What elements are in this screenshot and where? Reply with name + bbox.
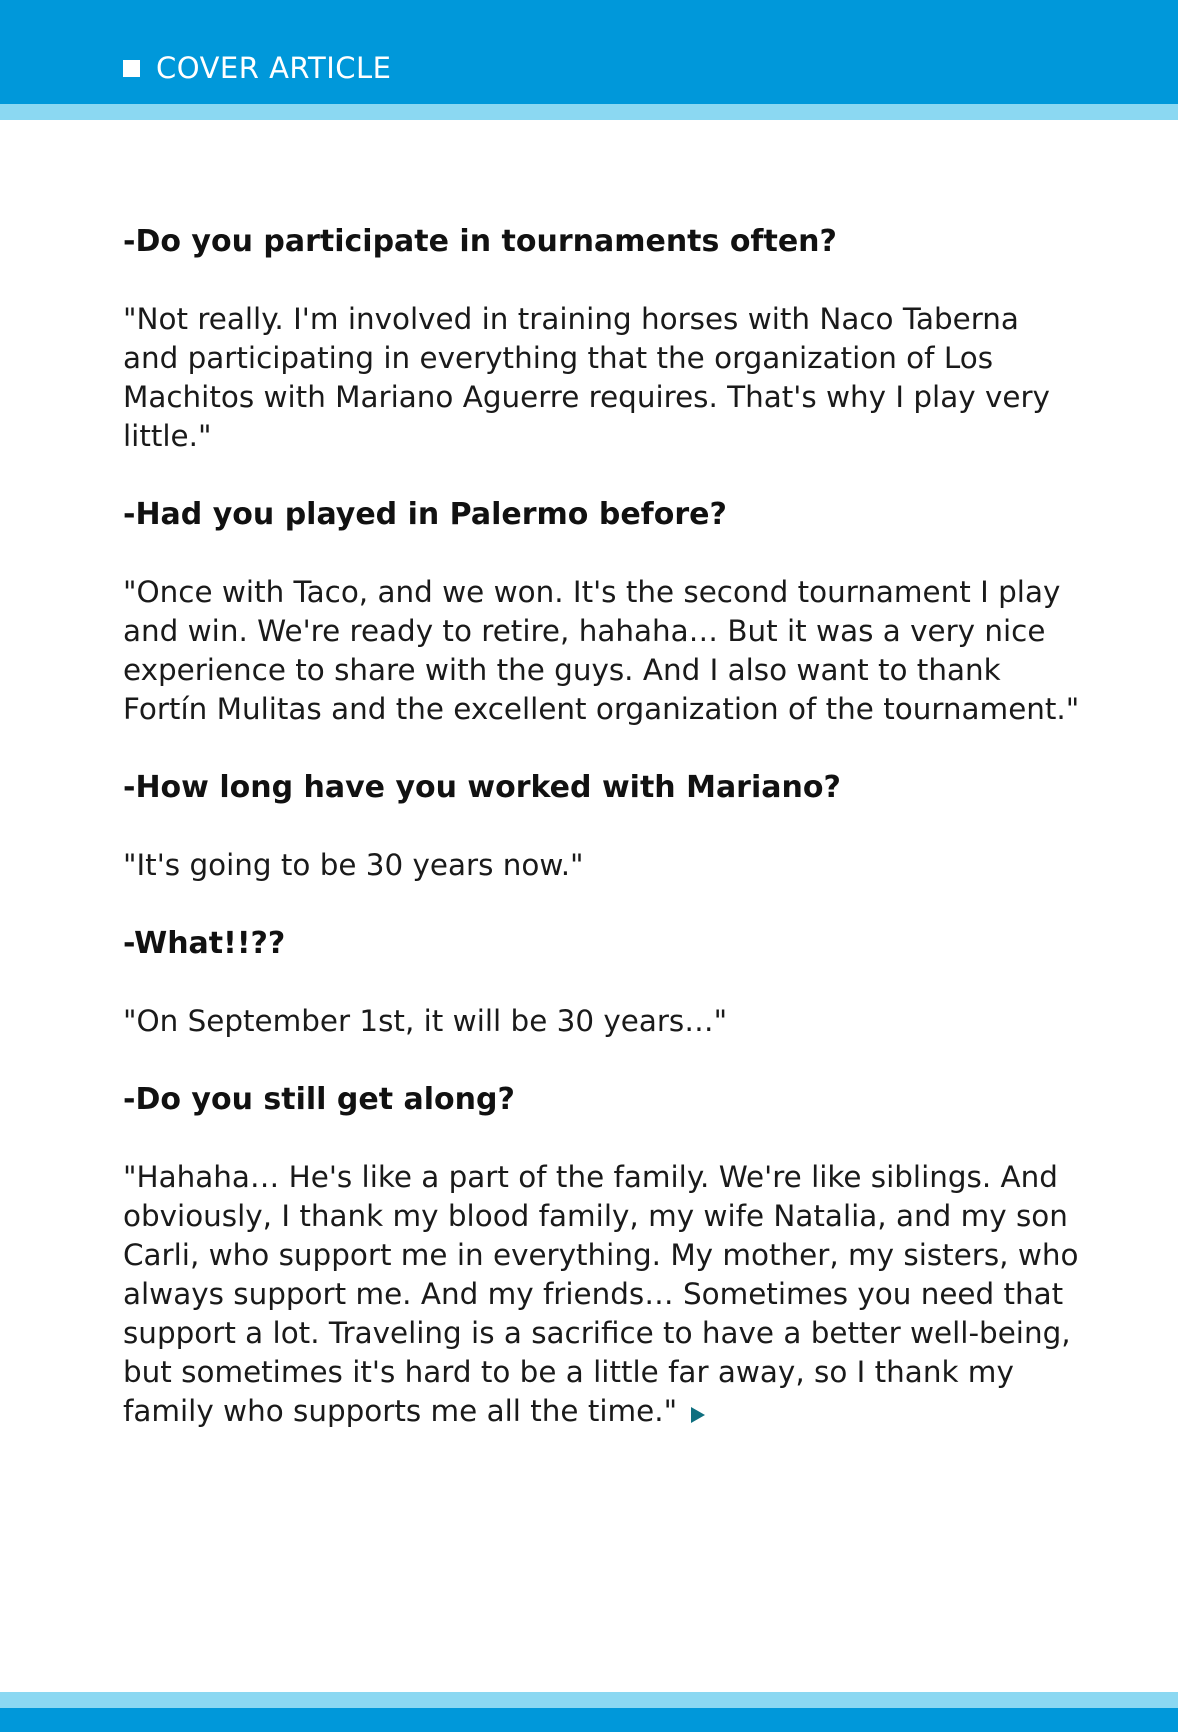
play-triangle-icon [691,1407,705,1423]
question: -Do you participate in tournaments often? [123,224,837,259]
footer-bar [0,1708,1178,1732]
answer: "On September 1st, it will be 30 years…" [123,1004,728,1038]
header-stripe [0,104,1178,120]
article-body [123,222,1083,1470]
answer: "Once with Taco, and we won. It's the second tournament I play and win. We're ready to retire, hahaha… But it was a very nice experience to share with the guys. And I also want to thank Fortín Mulitas and the excellent organization of the tournament." [123,575,1080,726]
question: -Had you played in Palermo before? [123,497,727,532]
answer: "It's going to be 30 years now." [123,848,584,882]
answer: "Not really. I'm involved in training horses with Naco Taberna and participating in everything that the organization of Los Machitos with Mariano Aguerre requires. That's why I play very little." [123,302,1050,453]
question: -Do you still get along? [123,1082,515,1117]
footer-stripe [0,1692,1178,1708]
section-label [123,48,391,88]
question: -How long have you worked with Mariano? [123,770,841,805]
question: -What!!?? [123,926,286,961]
square-icon [123,60,140,77]
final-answer-text: "Hahaha… He's like a part of the family. We're like siblings. And obviously, I thank my blood family, my wife Natalia, and my son Carli, who support me in everything. My mother, my sisters, who always support me. And my friends… Sometimes you need that support a lot. Traveling is a sacrifice to have a better well-being, but sometimes it's hard to be a little far away, so I thank my family who supports me all the time." [123,1160,1079,1428]
final-answer [123,1158,1083,1431]
section-label-text: COVER ARTICLE [156,51,392,85]
